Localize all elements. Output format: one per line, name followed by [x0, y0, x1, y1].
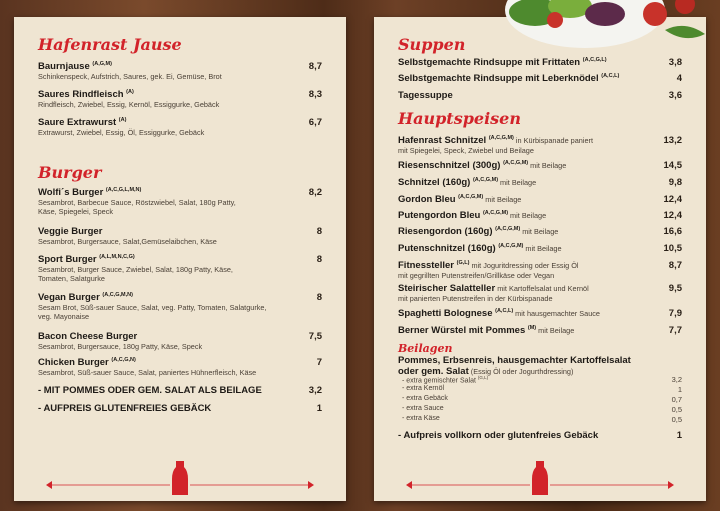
note-text: - MIT POMMES ODER GEM. SALAT ALS BEILAGE [38, 385, 262, 396]
extra-name: - extra gemischter Salat [402, 377, 476, 385]
item-name: Chicken Burger [38, 357, 109, 369]
side-note [398, 430, 682, 441]
extra-price: 0,5 [671, 415, 682, 424]
allergens: (M) [527, 325, 537, 331]
item-desc: Rindfleisch, Zwiebel, Essig, Kernöl, Essiggurke, Gebäck [38, 100, 220, 110]
item-inline-desc: mit Beilage [520, 227, 559, 237]
menu-item [38, 357, 322, 377]
extra-name: - extra Kernöl [402, 385, 445, 392]
item-price: 3,6 [668, 90, 682, 101]
item-name: Berner Würstel mit Pommes [398, 325, 526, 337]
menu-item [398, 283, 682, 303]
menu-page-left [14, 17, 346, 501]
bottle-ornament-icon [42, 457, 318, 497]
item-price: 7,5 [308, 331, 322, 342]
item-desc: mit Spiegelei, Speck, Zwiebel und Beilage [398, 146, 534, 156]
item-price: 4 [676, 73, 682, 84]
item-price: 12,4 [663, 210, 682, 221]
extra-name: - extra Gebäck [402, 395, 448, 402]
menu-page-right [374, 17, 706, 501]
item-price: 7,9 [668, 308, 682, 319]
menu-item [398, 90, 682, 101]
item-inline-desc: in Kürbispanade paniert [513, 136, 593, 146]
item-price: 8 [316, 254, 322, 265]
item-price: 8,7 [308, 61, 322, 72]
section-title-beilagen: Beilagen [398, 342, 453, 355]
menu-item [398, 177, 682, 188]
item-name: Riesengordon (160g) [398, 226, 493, 238]
extra-price: 3,2 [671, 375, 682, 384]
item-name: Spaghetti Bolognese [398, 308, 493, 320]
item-name: Saure Extrawurst [38, 117, 117, 129]
item-price: 12,4 [663, 194, 682, 205]
menu-item [398, 135, 682, 155]
menu-item [38, 61, 322, 81]
extra-item [402, 385, 682, 392]
allergens: (A,C,G,L,M,N) [105, 187, 142, 193]
section-title-jause: Hafenrast Jause [38, 35, 182, 54]
side-note [38, 403, 322, 414]
item-name: Baurnjause [38, 61, 90, 73]
item-name: Wolfi´s Burger [38, 187, 104, 199]
item-desc: Schinkenspeck, Aufstrich, Saures, gek. Ei, Gemüse, Brot [38, 72, 222, 82]
item-inline-desc: mit hausgemachter Sauce [513, 309, 600, 319]
allergens: (A,C,L) [495, 308, 514, 314]
item-name: Selbstgemachte Rindsuppe mit Frittaten [398, 57, 581, 69]
item-price: 8 [316, 226, 322, 237]
allergens: (G,L) [477, 375, 489, 380]
item-desc: Sesambrot, Burger Sauce, Zwiebel, Salat, 180g Patty, Käse, [38, 265, 233, 275]
note-text: - AUFPREIS GLUTENFREIES GEBÄCK [38, 403, 212, 414]
side-note [38, 385, 322, 396]
allergens: (A,G,M) [92, 61, 112, 67]
menu-item [398, 243, 682, 254]
bottle-ornament-icon [402, 457, 678, 497]
item-desc: Tomaten, Salatgurke [38, 274, 105, 284]
beilagen-line: oder gem. Salat [398, 366, 469, 377]
beilagen-inline: (Essig Öl oder Jogurthdressing) [468, 367, 574, 376]
menu-item [398, 194, 682, 205]
beilagen-text [398, 355, 682, 377]
section-title-burger: Burger [38, 163, 102, 182]
item-name: Saures Rindfleisch [38, 89, 124, 101]
allergens: (G,L) [456, 260, 470, 266]
item-name: Selbstgemachte Rindsuppe mit Leberknödel [398, 73, 599, 85]
item-price: 14,5 [663, 160, 682, 171]
item-price: 9,5 [668, 283, 682, 294]
allergens: (A,L,M,N,C,G) [99, 254, 135, 260]
allergens: (A,C,G,M) [488, 135, 514, 141]
menu-item [398, 210, 682, 221]
menu-item [38, 89, 322, 109]
item-inline-desc: mit Kartoffelsalat und Kernöl [495, 284, 589, 293]
item-price: 9,8 [668, 177, 682, 188]
section-title-suppen: Suppen [398, 35, 466, 54]
item-name: Fitnessteller [398, 260, 454, 272]
extra-price: 0,7 [671, 395, 682, 404]
allergens: (A) [118, 117, 127, 123]
item-desc: Sesam Brot, Süß-sauer Sauce, Salat, veg. Patty, Tomaten, Salatgurke, [38, 303, 267, 313]
item-price: 7,7 [668, 325, 682, 336]
allergens: (A,C,G,L) [582, 57, 607, 63]
item-price: 16,6 [663, 226, 682, 237]
item-name: Veggie Burger [38, 226, 103, 237]
item-price: 6,7 [308, 117, 322, 128]
item-name: Schnitzel (160g) [398, 177, 471, 189]
menu-item [398, 57, 682, 68]
menu-item [398, 160, 682, 171]
extra-price: 0,5 [671, 405, 682, 414]
item-name: Vegan Burger [38, 292, 100, 304]
extra-item [402, 405, 682, 412]
allergens: (A,C,G,M) [503, 160, 529, 166]
allergens: (A,C,G,N) [111, 357, 136, 363]
section-title-hauptspeisen: Hauptspeisen [398, 109, 521, 128]
item-name: Tagessuppe [398, 90, 453, 101]
allergens: (A) [126, 89, 134, 95]
allergens: (A,C,G,M) [482, 210, 509, 216]
item-inline-desc: mit Joguritdressing oder Essig Öl [469, 261, 579, 271]
item-desc: mit panierten Putenstreifen in der Kürbispanade [398, 294, 553, 303]
item-name: Gordon Bleu [398, 194, 456, 206]
item-name: Steirischer Salatteller [398, 283, 496, 294]
item-desc: Extrawurst, Zwiebel, Essig, Öl, Essiggurke, Gebäck [38, 128, 205, 138]
allergens: (A,C,G,M) [495, 226, 521, 232]
menu-item [398, 308, 682, 319]
item-price: 8 [316, 292, 322, 303]
menu-item [38, 254, 322, 283]
allergens: (A,C,G,M) [458, 194, 484, 200]
extra-name: - extra Sauce [402, 405, 444, 412]
extra-item [402, 395, 682, 402]
item-inline-desc: mit Beilage [508, 211, 547, 221]
menu-item [38, 187, 322, 216]
menu-item [38, 117, 322, 137]
item-desc: Sesambrot, Süß-sauer Sauce, Salat, paniertes Hühnerfleisch, Käse [38, 368, 257, 378]
note-text: - Aufpreis vollkorn oder glutenfreies Gebäck [398, 430, 599, 441]
menu-item [38, 292, 322, 321]
menu-item [398, 73, 682, 84]
note-price: 1 [316, 403, 322, 414]
item-price: 8,2 [308, 187, 322, 198]
item-price: 7 [316, 357, 322, 368]
item-price: 3,8 [668, 57, 682, 68]
menu-item [38, 331, 322, 351]
extra-name: - extra Käse [402, 415, 440, 422]
item-price: 13,2 [663, 135, 682, 146]
item-inline-desc: mit Beilage [528, 161, 567, 171]
extra-item [402, 415, 682, 422]
item-desc: mit gegrillten Putenstreifen/Grillkäse oder Vegan [398, 271, 555, 281]
menu-item [398, 260, 682, 280]
item-desc: Käse, Spiegelei, Speck [38, 207, 114, 217]
allergens: (A,C,G,M,N) [102, 292, 133, 298]
item-name: Hafenrast Schnitzel [398, 135, 487, 147]
beilagen-line: Pommes, Erbsenreis, hausgemachter Kartoffelsalat [398, 355, 631, 366]
item-inline-desc: mit Beilage [483, 195, 522, 205]
menu-item [398, 226, 682, 237]
item-name: Sport Burger [38, 254, 97, 266]
item-inline-desc: mit Beilage [523, 244, 562, 254]
menu-item [38, 226, 322, 246]
allergens: (A,C,L) [601, 73, 620, 79]
note-price: 1 [676, 430, 682, 441]
item-desc: Sesambrot, Burgersauce, Salat,Gemüselaibchen, Käse [38, 237, 217, 246]
item-name: Riesenschnitzel (300g) [398, 160, 501, 172]
item-name: Putenschnitzel (160g) [398, 243, 496, 255]
allergens: (A,C,G,M) [498, 243, 524, 249]
item-name: Bacon Cheese Burger [38, 331, 138, 342]
item-price: 8,3 [308, 89, 322, 100]
menu-item [398, 325, 682, 336]
allergens: (A,C,G,M) [472, 177, 499, 183]
extra-item [402, 375, 682, 384]
note-price: 3,2 [308, 385, 322, 396]
extra-price: 1 [677, 385, 682, 394]
item-inline-desc: mit Beilage [498, 178, 537, 188]
salad-bowl-image [475, 0, 720, 50]
item-desc: Sesambrot, Barbecue Sauce, Röstzwiebel, Salat, 180g Patty, [38, 198, 236, 208]
item-price: 10,5 [663, 243, 682, 254]
item-desc: veg. Mayonaise [38, 312, 90, 322]
item-inline-desc: mit Beilage [536, 326, 575, 336]
item-price: 8,7 [668, 260, 682, 271]
item-desc: Sesambrot, Burgersauce, 180g Patty, Käse, Speck [38, 342, 203, 351]
item-name: Putengordon Bleu [398, 210, 481, 222]
